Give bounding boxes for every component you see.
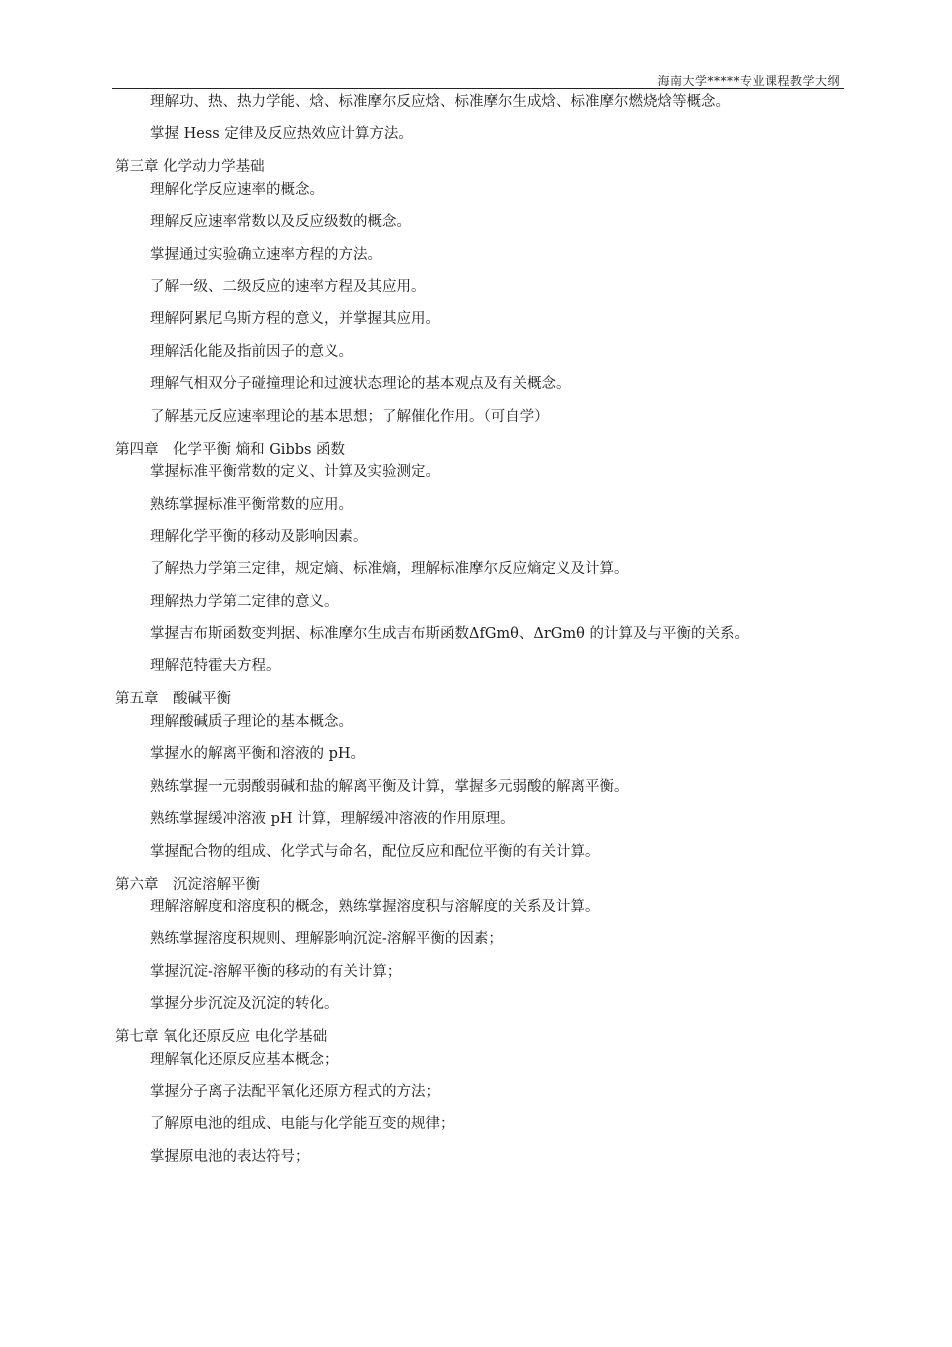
objective-item: 了解一级、二级反应的速率方程及其应用。	[150, 279, 426, 296]
chapter-heading: 第六章 沉淀溶解平衡	[115, 876, 260, 893]
syllabus-content	[115, 92, 845, 1167]
chapter-heading: 第七章 氧化还原反应 电化学基础	[115, 1029, 328, 1046]
objective-item: 理解反应速率常数以及反应级数的概念。	[150, 214, 411, 231]
objective-item: 掌握水的解离平衡和溶液的 pH。	[150, 746, 366, 763]
objective-item: 了解热力学第三定律，规定熵、标准熵，理解标准摩尔反应熵定义及计算。	[150, 561, 629, 578]
chapter-3-section	[115, 157, 845, 426]
objective-item: 理解溶解度和溶度积的概念，熟练掌握溶度积与溶解度的关系及计算。	[150, 899, 600, 916]
intro-items	[115, 92, 845, 144]
chapter-4-section	[115, 440, 845, 677]
objective-item: 了解基元反应速率理论的基本思想；了解催化作用。（可自学）	[150, 408, 549, 425]
objective-item: 理解化学平衡的移动及影响因素。	[150, 528, 368, 545]
objective-item: 掌握原电池的表达符号；	[150, 1148, 310, 1165]
chapter-heading: 第四章 化学平衡 熵和 Gibbs 函数	[115, 441, 346, 458]
objective-item: 理解气相双分子碰撞理论和过渡状态理论的基本观点及有关概念。	[150, 376, 571, 393]
objective-item: 熟练掌握缓冲溶液 pH 计算，理解缓冲溶液的作用原理。	[150, 811, 515, 828]
chapter-6-section	[115, 875, 845, 1015]
objective-item: 掌握分步沉淀及沉淀的转化。	[150, 996, 339, 1013]
objective-item: 了解原电池的组成、电能与化学能互变的规律；	[150, 1116, 455, 1133]
objective-item: 理解活化能及指前因子的意义。	[150, 343, 353, 360]
objective-item: 理解阿累尼乌斯方程的意义，并掌握其应用。	[150, 311, 440, 328]
page-header-title: 海南大学*****专业课程教学大纲	[657, 74, 840, 88]
objective-item: 熟练掌握标准平衡常数的应用。	[150, 496, 353, 513]
objective-item: 掌握配合物的组成、化学式与命名，配位反应和配位平衡的有关计算。	[150, 843, 600, 860]
chapter-heading: 第三章 化学动力学基础	[115, 159, 265, 176]
chapter-7-section	[115, 1027, 845, 1167]
objective-item: 理解酸碱质子理论的基本概念。	[150, 713, 353, 730]
objective-item: 掌握通过实验确立速率方程的方法。	[150, 246, 382, 263]
objective-item: 掌握 Hess 定律及反应热效应计算方法。	[150, 126, 413, 143]
objective-item: 掌握标准平衡常数的定义、计算及实验测定。	[150, 464, 440, 481]
header-divider	[112, 88, 844, 89]
objective-item: 熟练掌握一元弱酸弱碱和盐的解离平衡及计算，掌握多元弱酸的解离平衡。	[150, 778, 629, 795]
objective-item: 掌握吉布斯函数变判据、标准摩尔生成吉布斯函数ΔfGmθ、ΔrGmθ 的计算及与平衡的关系。	[150, 626, 749, 643]
objective-item: 理解氧化还原反应基本概念；	[150, 1051, 339, 1068]
objective-item: 理解范特霍夫方程。	[150, 658, 281, 675]
chapter-5-section	[115, 689, 845, 861]
objective-item: 掌握分子离子法配平氧化还原方程式的方法；	[150, 1084, 440, 1101]
objective-item: 掌握沉淀-溶解平衡的移动的有关计算；	[150, 963, 402, 980]
chapter-heading: 第五章 酸碱平衡	[115, 691, 231, 708]
objective-item: 理解热力学第二定律的意义。	[150, 593, 339, 610]
objective-item: 理解功、热、热力学能、焓、标准摩尔反应焓、标准摩尔生成焓、标准摩尔燃烧焓等概念。	[150, 94, 730, 110]
objective-item: 熟练掌握溶度积规则、理解影响沉淀-溶解平衡的因素；	[150, 931, 503, 948]
objective-item: 理解化学反应速率的概念。	[150, 181, 324, 198]
